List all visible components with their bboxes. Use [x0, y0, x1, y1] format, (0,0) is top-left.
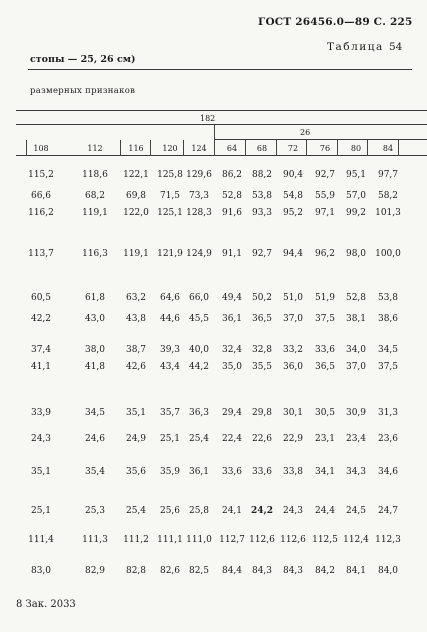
table-cell: 22,6 [251, 434, 273, 444]
table-cell: 50,2 [251, 293, 273, 303]
table-cell: 36,1 [221, 314, 243, 324]
table-cell: 83,0 [30, 566, 52, 576]
table-cell: 35,1 [30, 467, 52, 477]
table-cell: 37,5 [377, 362, 399, 372]
group-header-182: 182 [200, 114, 216, 123]
table-cell: 100,0 [375, 249, 401, 259]
table-cell: 37,5 [314, 314, 336, 324]
table-subtitle: стопы — 25, 26 см) [30, 54, 136, 65]
table-cell: 32,8 [251, 345, 273, 355]
table-cell: 24,6 [84, 434, 106, 444]
table-cell: 22,4 [221, 434, 243, 444]
table-cell: 119,1 [123, 249, 149, 259]
table-cell: 88,2 [251, 170, 273, 180]
table-cell: 122,0 [123, 208, 149, 218]
column-header: 68 [256, 144, 268, 153]
table-cell: 97,1 [314, 208, 336, 218]
table-cell: 58,2 [377, 191, 399, 201]
table-cell: 73,3 [188, 191, 210, 201]
table-cell: 33,6 [251, 467, 273, 477]
table-cell: 40,0 [188, 345, 210, 355]
table-cell: 84,3 [282, 566, 304, 576]
table-cell: 25,1 [159, 434, 181, 444]
table-cell: 113,7 [28, 249, 54, 259]
table-cell: 125,1 [157, 208, 183, 218]
table-cell: 34,5 [377, 345, 399, 355]
column-header: 80 [350, 144, 362, 153]
table-cell: 41,1 [30, 362, 52, 372]
table-cell: 29,4 [221, 408, 243, 418]
table-cell: 36,1 [188, 467, 210, 477]
table-cell: 94,4 [282, 249, 304, 259]
table-cell: 92,7 [251, 249, 273, 259]
table-top-rule [16, 110, 427, 111]
table-cell: 91,6 [221, 208, 243, 218]
table-cell: 111,4 [28, 535, 54, 545]
table-cell: 90,4 [282, 170, 304, 180]
table-cell: 84,3 [251, 566, 273, 576]
column-header: 108 [33, 144, 49, 153]
group-rule [16, 124, 427, 125]
table-cell: 97,7 [377, 170, 399, 180]
table-cell: 43,8 [125, 314, 147, 324]
table-cell: 33,9 [30, 408, 52, 418]
table-cell: 129,6 [186, 170, 212, 180]
table-cell: 35,1 [125, 408, 147, 418]
column-header: 72 [287, 144, 299, 153]
table-cell: 92,7 [314, 170, 336, 180]
table-cell: 44,6 [159, 314, 181, 324]
table-cell: 115,2 [28, 170, 54, 180]
table-cell: 98,0 [345, 249, 367, 259]
table-cell: 112,3 [375, 535, 401, 545]
table-cell: 82,9 [84, 566, 106, 576]
column-header: 124 [191, 144, 207, 153]
table-cell: 43,0 [84, 314, 106, 324]
table-cell: 93,3 [251, 208, 273, 218]
gost-header: ГОСТ 26456.0—89 С. 225 [258, 16, 413, 28]
table-cell: 69,8 [125, 191, 147, 201]
table-cell: 34,1 [314, 467, 336, 477]
table-cell: 33,6 [221, 467, 243, 477]
table-cell: 51,0 [282, 293, 304, 303]
table-cell: 38,6 [377, 314, 399, 324]
table-cell: 42,6 [125, 362, 147, 372]
table-cell: 112,6 [249, 535, 275, 545]
table-cell: 25,4 [188, 434, 210, 444]
table-cell: 36,5 [314, 362, 336, 372]
table-cell: 24,9 [125, 434, 147, 444]
table-cell: 112,6 [280, 535, 306, 545]
table-cell: 96,2 [314, 249, 336, 259]
table-cell: 39,3 [159, 345, 181, 355]
table-cell: 119,1 [82, 208, 108, 218]
table-cell: 37,0 [282, 314, 304, 324]
table-cell: 121,9 [157, 249, 183, 259]
column-header: 120 [162, 144, 178, 153]
table-cell: 125,8 [157, 170, 183, 180]
table-cell: 24,4 [314, 506, 336, 516]
column-header: 84 [382, 144, 394, 153]
table-cell: 55,9 [314, 191, 336, 201]
table-cell: 23,1 [314, 434, 336, 444]
table-cell: 24,7 [377, 506, 399, 516]
table-cell: 91,1 [221, 249, 243, 259]
table-cell: 25,1 [30, 506, 52, 516]
table-cell: 37,0 [345, 362, 367, 372]
table-cell: 34,5 [84, 408, 106, 418]
table-cell: 42,2 [30, 314, 52, 324]
table-cell: 38,0 [84, 345, 106, 355]
table-cell: 34,3 [345, 467, 367, 477]
table-cell: 61,8 [84, 293, 106, 303]
table-cell: 128,3 [186, 208, 212, 218]
table-cell: 84,2 [314, 566, 336, 576]
table-cell: 124,9 [186, 249, 212, 259]
table-cell: 122,1 [123, 170, 149, 180]
table-cell: 30,1 [282, 408, 304, 418]
table-cell: 30,9 [345, 408, 367, 418]
table-cell: 68,2 [84, 191, 106, 201]
group-header-26: 26 [300, 128, 311, 137]
table-cell: 63,2 [125, 293, 147, 303]
table-cell: 95,2 [282, 208, 304, 218]
table-cell: 112,4 [343, 535, 369, 545]
table-cell: 25,6 [159, 506, 181, 516]
table-cell: 23,4 [345, 434, 367, 444]
table-cell: 34,6 [377, 467, 399, 477]
table-cell: 116,2 [28, 208, 54, 218]
table-cell: 84,4 [221, 566, 243, 576]
table-cell: 111,0 [186, 535, 212, 545]
table-cell: 36,0 [282, 362, 304, 372]
table-cell: 35,0 [221, 362, 243, 372]
table-cell: 66,0 [188, 293, 210, 303]
table-cell: 32,4 [221, 345, 243, 355]
table-cell: 45,5 [188, 314, 210, 324]
table-cell: 60,5 [30, 293, 52, 303]
table-cell: 38,7 [125, 345, 147, 355]
table-cell: 35,7 [159, 408, 181, 418]
table-cell: 25,3 [84, 506, 106, 516]
table-cell: 101,3 [375, 208, 401, 218]
column-header: 64 [226, 144, 238, 153]
table-cell: 111,2 [123, 535, 149, 545]
table-cell: 35,5 [251, 362, 273, 372]
table-cell: 35,9 [159, 467, 181, 477]
column-header: 116 [128, 144, 144, 153]
table-cell: 24,2 [251, 506, 273, 516]
table-cell: 35,6 [125, 467, 147, 477]
table-cell: 38,1 [345, 314, 367, 324]
table-cell: 33,2 [282, 345, 304, 355]
table-cell: 86,2 [221, 170, 243, 180]
table-cell: 41,8 [84, 362, 106, 372]
table-cell: 112,7 [219, 535, 245, 545]
table-cell: 36,3 [188, 408, 210, 418]
table-cell: 24,3 [282, 506, 304, 516]
table-number: 54 [389, 41, 403, 53]
table-cell: 24,1 [221, 506, 243, 516]
table-cell: 84,1 [345, 566, 367, 576]
table-cell: 33,6 [314, 345, 336, 355]
table-cell: 43,4 [159, 362, 181, 372]
table-cell: 24,5 [345, 506, 367, 516]
subtitle-rule [28, 69, 412, 70]
column-header: 112 [87, 144, 103, 153]
table-cell: 95,1 [345, 170, 367, 180]
table-cell: 71,5 [159, 191, 181, 201]
table-cell: 51,9 [314, 293, 336, 303]
column-header: 76 [319, 144, 331, 153]
table-cell: 118,6 [82, 170, 108, 180]
table-label: Таблица [327, 41, 384, 53]
column-header-rule [16, 155, 427, 156]
table-cell: 116,3 [82, 249, 108, 259]
table-cell: 111,1 [157, 535, 183, 545]
table-cell: 24,3 [30, 434, 52, 444]
table-cell: 23,6 [377, 434, 399, 444]
table-cell: 111,3 [82, 535, 108, 545]
table-cell: 31,3 [377, 408, 399, 418]
table-cell: 44,2 [188, 362, 210, 372]
table-cell: 99,2 [345, 208, 367, 218]
table-cell: 34,0 [345, 345, 367, 355]
table-cell: 82,5 [188, 566, 210, 576]
table-cell: 66,6 [30, 191, 52, 201]
table-cell: 53,8 [377, 293, 399, 303]
table-caption: размерных признаков [30, 86, 136, 96]
table-cell: 30,5 [314, 408, 336, 418]
table-cell: 112,5 [312, 535, 338, 545]
table-cell: 29,8 [251, 408, 273, 418]
table-cell: 82,6 [159, 566, 181, 576]
table-cell: 64,6 [159, 293, 181, 303]
table-cell: 33,8 [282, 467, 304, 477]
table-cell: 84,0 [377, 566, 399, 576]
table-cell: 53,8 [251, 191, 273, 201]
table-cell: 49,4 [221, 293, 243, 303]
table-cell: 22,9 [282, 434, 304, 444]
table-cell: 37,4 [30, 345, 52, 355]
table-cell: 35,4 [84, 467, 106, 477]
table-cell: 25,4 [125, 506, 147, 516]
page-footer: 8 Зак. 2033 [16, 599, 76, 610]
table-cell: 52,8 [221, 191, 243, 201]
table-cell: 25,8 [188, 506, 210, 516]
table-cell: 52,8 [345, 293, 367, 303]
table-cell: 54,8 [282, 191, 304, 201]
table-cell: 36,5 [251, 314, 273, 324]
table-cell: 57,0 [345, 191, 367, 201]
table-cell: 82,8 [125, 566, 147, 576]
